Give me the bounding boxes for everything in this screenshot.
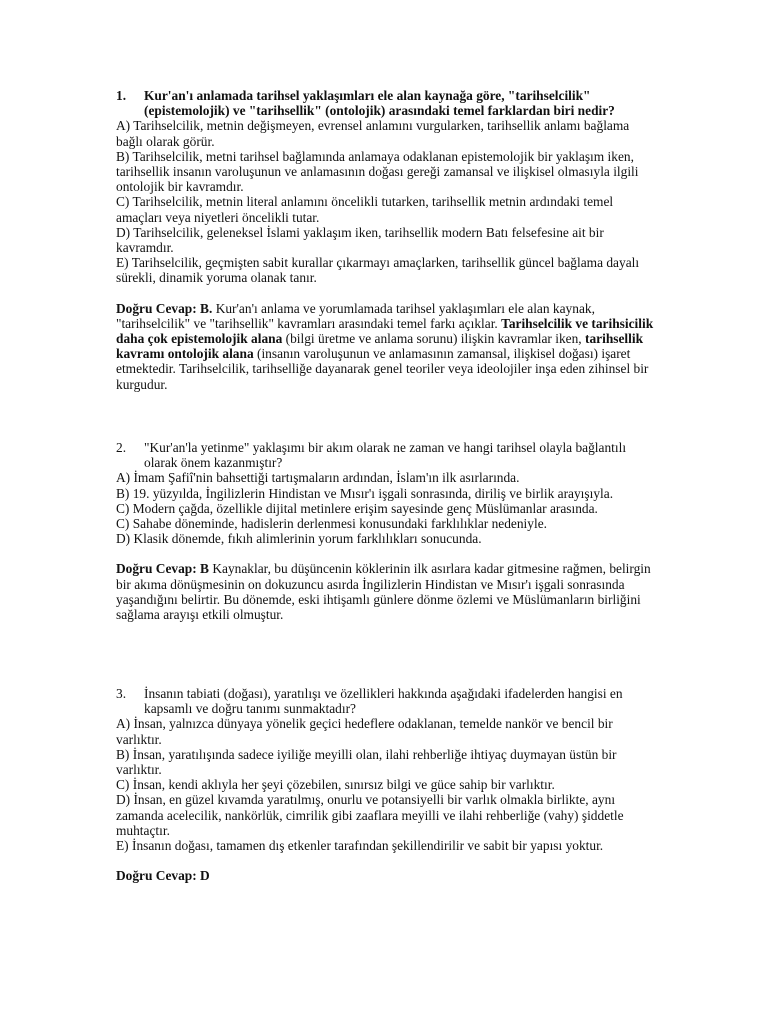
option-b: B) İnsan, yaratılışında sadece iyiliğe meyilli olan, ilahi rehberliğe ihtiyaç duymayan üstün bir varlıktır. xyxy=(116,746,617,778)
option-a: A) Tarihselcilik, metnin değişmeyen, evrensel anlamını vurgularken, tarihsellik anlamı bağlama bağlı olarak görür. xyxy=(116,118,630,149)
option-d: D) İnsan, en güzel kıvamda yaratılmış, onurlu ve potansiyelli bir varlık olmakla birlikte, aynı zamanda acelecilik, nankörlük, cimrilik gibi zaaflara meyilli ve ilahi rehberliğe (vahy) şiddetle muhtaçtır. xyxy=(116,792,624,838)
explanation-bold-2: tarihsellik kavramı ontolojik alana xyxy=(116,331,644,362)
answer-label: Doğru Cevap: B xyxy=(116,561,209,577)
explanation-part-2: (bilgi üretme ve anlama sorunu) ilişkin kavramlar iken, xyxy=(282,331,585,347)
option-b: B) 19. yüzyılda, İngilizlerin Hindistan ve Mısır'ı işgali sonrasında, diriliş ve birlik arayışıyla. xyxy=(116,485,614,501)
question-3 xyxy=(116,686,656,883)
question-text: "Kur'an'la yetinme" yaklaşımı bir akım olarak ne zaman ve hangi tarihsel olayla bağlantılı olarak önem kazanmıştır? xyxy=(144,440,627,471)
explanation-text: Kaynaklar, bu düşüncenin köklerinin ilk asırlara kadar gitmesine rağmen, belirgin bir akıma dönüşmesinin on dokuzuncu asırda İngilizlerin Hindistan ve Mısır'ı işgali sonrasında yaşandığını belirtir. Bu dönemde, eski ihtişamlı günlere dönme özlemi ve Müslümanların birliğini sağlama arayışı etkili olmuştur. xyxy=(116,561,651,623)
option-d: D) Tarihselcilik, geleneksel İslami yaklaşım iken, tarihsellik modern Batı felsefesine ait bir kavramdır. xyxy=(116,224,604,256)
answer-explanation xyxy=(116,868,656,883)
option-a: A) İnsan, yalnızca dünyaya yönelik geçici hedeflere odaklanan, temelde nankör ve bencil bir varlıktır. xyxy=(116,716,613,747)
option-d: D) Klasik dönemde, fıkıh alimlerinin yorum farklılıkları sonucunda. xyxy=(116,531,482,547)
option-e: E) Tarihselcilik, geçmişten sabit kurallar çıkarmayı amaçlarken, tarihsellik güncel bağlama dayalı sürekli, dinamik yoruma olanak tanır. xyxy=(116,255,640,286)
option-c: C) Modern çağda, özellikle dijital metinlere erişim sayesinde genç Müslümanlar arasında. xyxy=(116,500,598,516)
question-number: 3. xyxy=(116,686,127,701)
option-e: E) İnsanın doğası, tamamen dış etkenler tarafından şekillendirilir ve sabit bir yapısı yoktur. xyxy=(116,838,604,854)
question-2 xyxy=(116,440,656,622)
explanation-bold-1: Tarihselcilik ve tarihsicilik daha çok epistemolojik alana xyxy=(116,315,654,347)
question-text: İnsanın tabiati (doğası), yaratılışı ve özellikleri hakkında aşağıdaki ifadelerden hangisi en kapsamlı ve doğru tanımı sunmaktadır? xyxy=(144,686,623,717)
question-number: 2. xyxy=(116,440,127,455)
question-3-stem xyxy=(116,686,656,716)
answer-label: Doğru Cevap: D xyxy=(116,868,210,884)
answer-explanation xyxy=(116,561,656,622)
answer-label: Doğru Cevap: B. xyxy=(116,300,213,316)
question-text: Kur'an'ı anlamada tarihsel yaklaşımları ele alan kaynağa göre, "tarihselcilik" (epistemolojik) ve "tarihsellik" (ontolojik) arasındaki temel farklardan biri nedir? xyxy=(144,88,615,119)
option-c: C) Tarihselcilik, metnin literal anlamını öncelikli tutarken, tarihsellik metnin ardındaki temel amaçları veya niyetleri öncelikli tutar. xyxy=(116,194,614,225)
option-a: A) İmam Şafiî'nin bahsettiği tartışmaların ardından, İslam'ın ilk asırlarında. xyxy=(116,470,520,486)
question-1-stem xyxy=(116,88,656,118)
question-1 xyxy=(116,88,656,392)
option-b: B) Tarihselcilik, metni tarihsel bağlamında anlamaya odaklanan epistemolojik bir yaklaşım iken, tarihsellik insanın varoluşunun ve anlamasının doğası gereği zamansal ve ilişkisel olmasıyla ilgili ontolojik bir kavramdır. xyxy=(116,148,639,195)
option-c: C) İnsan, kendi aklıyla her şeyi çözebilen, sınırsız bilgi ve güce sahip bir varlıktır. xyxy=(116,777,555,793)
explanation-part-1: Kur'an'ı anlama ve yorumlamada tarihsel yaklaşımları ele alan kaynak, "tarihselcilik" ve "tarihsellik" kavramları arasındaki temel farkı açıklar. xyxy=(116,300,595,331)
explanation-part-3: (insanın varoluşunun ve anlamasının zamansal, ilişkisel doğası) işaret etmektedir. Tarihselcilik, tarihselliğe dayanarak genel teoriler veya ideolojiler inşa eden zihinsel bir kurgudur. xyxy=(116,346,649,392)
answer-explanation xyxy=(116,301,656,392)
option-c-second: C) Sahabe döneminde, hadislerin derlenmesi konusundaki farklılıklar nedeniyle. xyxy=(116,516,547,532)
question-2-stem xyxy=(116,440,656,470)
question-number: 1. xyxy=(116,88,127,103)
